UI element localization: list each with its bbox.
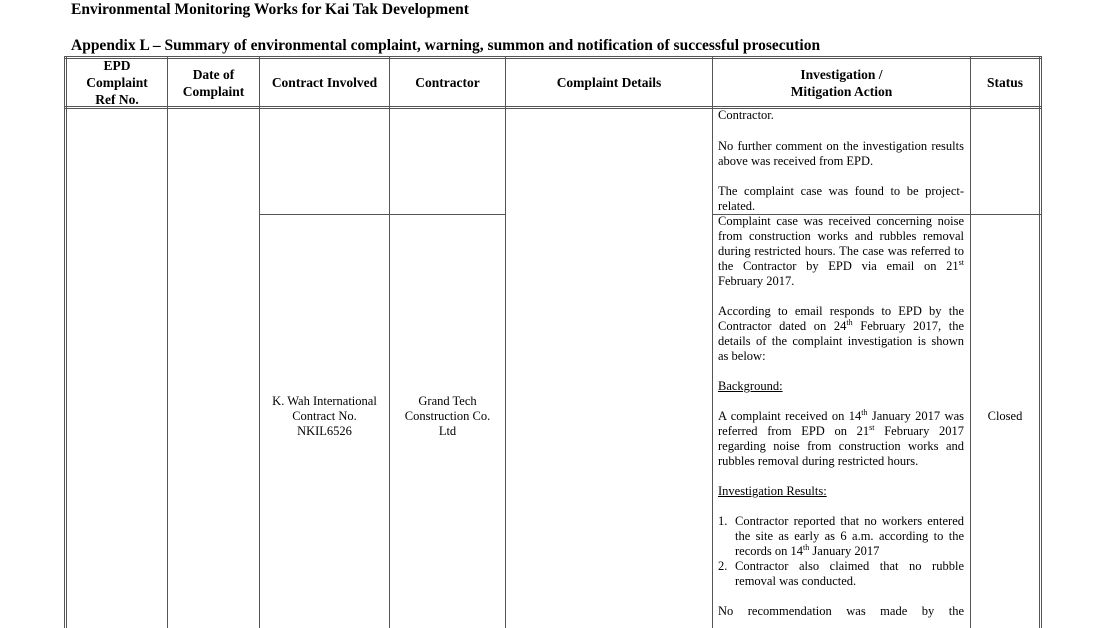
header-status: Status [986, 75, 1023, 90]
appendix-title: Appendix L – Summary of environmental complaint, warning, summon and notification of successful prosecution [71, 37, 821, 54]
header-action: Investigation / Mitigation Action [790, 66, 893, 99]
row1-action-text: No further comment on the investigation results above was received from EPD. [718, 139, 964, 168]
list-item: 2. Contractor also claimed that no rubble removal was conducted. [718, 559, 964, 588]
row2-action-paragraph: A complaint received on 14th January 2017 was referred from EPD on 21st February 2017 regarding noise from construction works and rubbles removal during restricted hours. [718, 407, 964, 468]
row2-contract: K. Wah International Contract No. NKIL6526 [272, 394, 377, 438]
header-ref-no: EPD Complaint Ref No. [86, 58, 148, 107]
header-contractor: Contractor [415, 75, 480, 90]
row1-action-text: Contractor. [718, 108, 774, 122]
background-heading: Background: [718, 379, 783, 393]
row1-action-text: The complaint case was found to be project-related. [718, 184, 964, 213]
document-title: Environmental Monitoring Works for Kai Tak Development [71, 1, 469, 18]
list-item: 1. Contractor reported that no workers entered the site as early as 6 a.m. according to the records on 14th January 2017 [718, 514, 964, 558]
investigation-results-heading: Investigation Results: [718, 484, 827, 498]
header-complaint-details: Complaint Details [556, 75, 662, 90]
row2-action-paragraph: No recommendation was made by the [718, 604, 964, 618]
row2-action-paragraph: According to email responds to EPD by the Contractor dated on 24th February 2017, the details of the complaint investigation is shown as below: [718, 304, 964, 363]
header-contract: Contract Involved [271, 75, 378, 90]
row2-contractor: Grand Tech Construction Co. Ltd [404, 394, 491, 438]
row2-action-paragraph: Complaint case was received concerning noise from construction works and rubbles removal during restricted hours. The case was referred to the Contractor by EPD via email on 21st February 2017. [718, 214, 964, 288]
row2-status: Closed [987, 409, 1023, 423]
header-date: Date of Complaint [182, 66, 245, 99]
